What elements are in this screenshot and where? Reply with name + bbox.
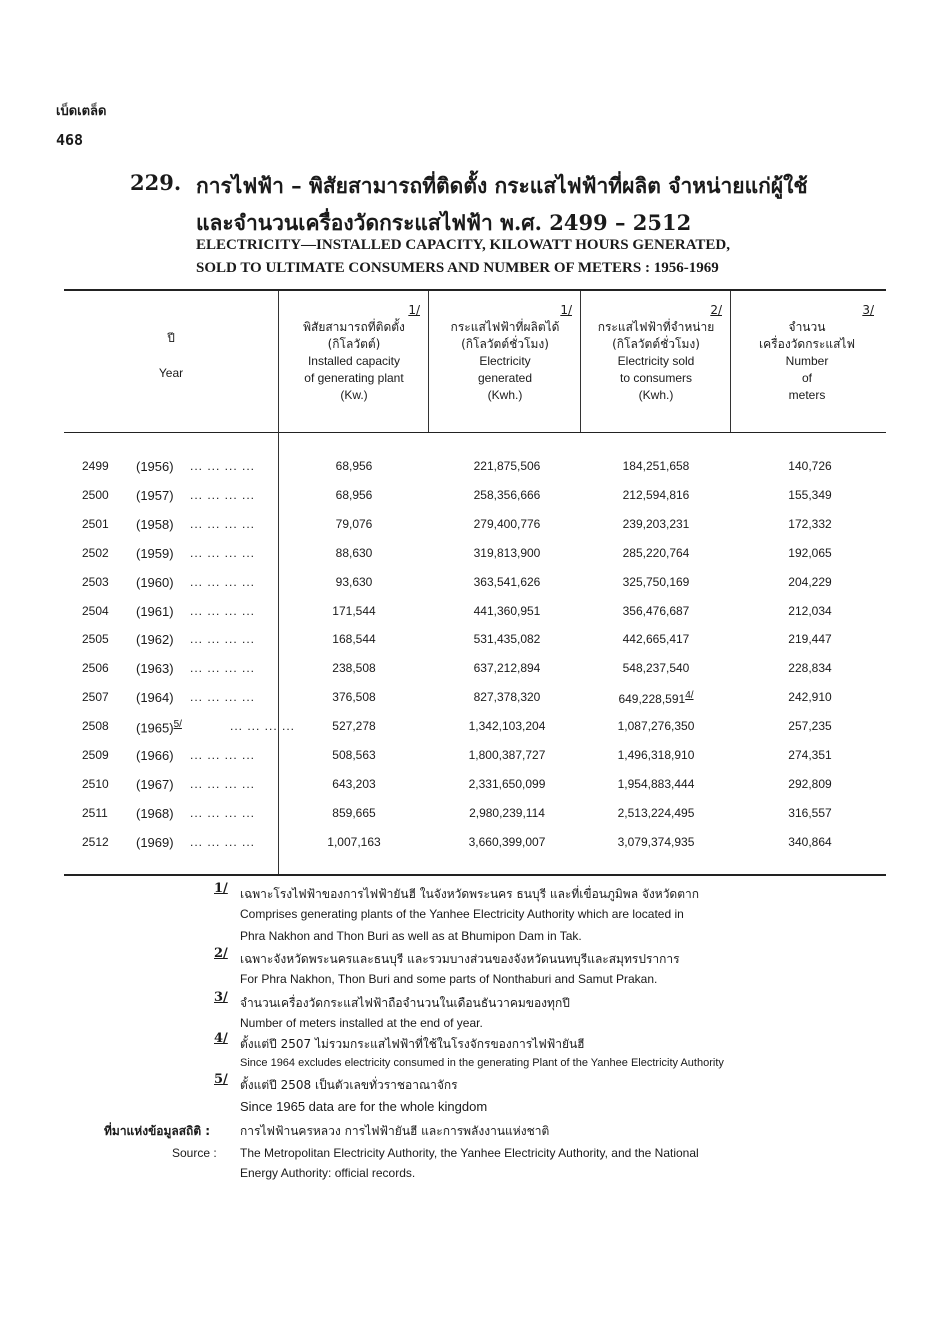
sold-cell: 184,251,658 — [622, 459, 690, 473]
footnote-mark: 4/ — [214, 1031, 228, 1046]
running-title: เบ็ดเตล็ด — [56, 104, 107, 119]
capacity-header-thai: พิสัยสามารถที่ติดตั้ง — [303, 320, 405, 334]
thai-title-line-1: การไฟฟ้า – พิสัยสามารถที่ติดตั้ง กระแสไฟฟ้าที่ผลิต จำหน่ายแก่ผู้ใช้ — [196, 173, 808, 198]
footnote-mark: 5/ — [214, 1072, 228, 1087]
meters-cell: 274,351 — [788, 748, 832, 762]
year-ad-cell: (1962) — [136, 632, 174, 648]
table-bottom-rule — [64, 874, 886, 876]
sold-cell: 548,237,540 — [622, 661, 690, 676]
generated-cell: 363,541,626 — [473, 574, 541, 589]
sold-header-thai: กระแสไฟฟ้าที่จำหน่าย — [597, 320, 715, 334]
capacity-cell: 68,956 — [335, 487, 373, 502]
footnote-mark: 1/ — [408, 303, 420, 317]
meters-cell: 219,447 — [788, 632, 832, 647]
leader-dots: ... ... ... ... — [190, 459, 256, 473]
footnote-1-thai: เฉพาะโรงไฟฟ้าของการไฟฟ้ายันฮี ในจังหวัดพระนคร ธนบุรี และที่เขื่อนภูมิพล จังหวัดตาก — [240, 887, 700, 901]
table-row — [0, 690, 941, 710]
year-be-cell: 2510 — [82, 776, 109, 791]
year-ad-cell — [136, 719, 182, 735]
sold-header-english: Electricity sold — [617, 354, 695, 368]
footnote-4-thai: ตั้งแต่ปี 2507 ไม่รวมกระแสไฟฟ้าที่ใช้ในโรงจักรของการไฟฟ้ายันฮี — [240, 1037, 585, 1051]
capacity-cell: 88,630 — [335, 545, 373, 560]
leader-dots: ... ... ... ... — [190, 690, 256, 705]
generated-cell: 637,212,894 — [473, 661, 541, 676]
year-be-cell: 2507 — [82, 690, 109, 705]
footnote-mark: 5/ — [173, 719, 182, 731]
year-ad-cell: (1963) — [136, 661, 174, 677]
capacity-cell: 79,076 — [335, 516, 373, 531]
sold-cell: 1,954,883,444 — [617, 776, 695, 791]
english-title-line-2: SOLD TO ULTIMATE CONSUMERS AND NUMBER OF METERS : 1956-1969 — [196, 260, 719, 276]
capacity-header-english: of generating plant — [304, 371, 404, 385]
year-be-cell: 2503 — [82, 574, 109, 589]
footnote-mark: 2/ — [710, 303, 722, 317]
year-ad-cell: (1960) — [136, 574, 174, 590]
year-ad-cell: (1958) — [136, 516, 174, 532]
capacity-cell: 168,544 — [332, 632, 376, 647]
year-be-cell: 2512 — [82, 834, 109, 849]
footnote-mark: 2/ — [214, 946, 228, 961]
generated-header-thai-unit: (กิโลวัตต์ชั่วโมง) — [461, 337, 549, 351]
year-be-cell: 2508 — [82, 719, 109, 734]
year-ad-cell: (1968) — [136, 805, 174, 821]
table-row — [0, 488, 941, 508]
table-top-rule — [64, 289, 886, 291]
sold-cell: 442,665,417 — [622, 632, 690, 647]
capacity-cell: 1,007,163 — [327, 834, 381, 849]
meters-header-english: Number — [785, 354, 829, 368]
generated-cell: 2,331,650,099 — [468, 776, 546, 791]
footnote-5-english: Since 1965 data are for the whole kingdom — [240, 1099, 488, 1114]
meters-cell: 172,332 — [788, 516, 832, 531]
sold-cell: 1,087,276,350 — [617, 719, 695, 734]
year-ad-cell: (1961) — [136, 603, 174, 619]
table-row — [0, 459, 941, 479]
footnote-2-thai: เฉพาะจังหวัดพระนครและธนบุรี และรวมบางส่วนของจังหวัดนนทบุรีและสมุทรปราการ — [240, 952, 680, 966]
year-be-cell: 2509 — [82, 748, 109, 762]
footnote-mark: 3/ — [214, 990, 228, 1005]
year-ad-value: (1965) — [136, 720, 174, 736]
capacity-header-thai-unit: (กิโลวัตต์) — [327, 337, 381, 351]
footnote-1-english: Phra Nakhon and Thon Buri as well as at Bhumipon Dam in Tak. — [240, 929, 582, 943]
generated-cell: 531,435,082 — [473, 632, 541, 647]
year-be-cell: 2505 — [82, 632, 109, 647]
source-text-english: The Metropolitan Electricity Authority, the Yanhee Electricity Authority, and the National — [240, 1146, 699, 1160]
year-be-cell: 2500 — [82, 487, 109, 502]
generated-header-english: generated — [477, 371, 533, 385]
table-row — [0, 835, 941, 855]
leader-dots: ... ... ... ... — [190, 834, 256, 849]
sold-header-thai-unit: (กิโลวัตต์ชั่วโมง) — [612, 337, 700, 351]
leader-dots: ... ... ... ... — [190, 805, 256, 820]
footnote-3-thai: จำนวนเครื่องวัดกระแสไฟฟ้าถือจำนวนในเดือนธันวาคมของทุกปี — [240, 996, 570, 1010]
thai-title-line-2: และจำนวนเครื่องวัดกระแสไฟฟ้า พ.ศ. 2499 – 2512 — [196, 210, 692, 235]
footnote-mark: 1/ — [560, 303, 572, 317]
source-label-english: Source : — [172, 1146, 217, 1160]
year-be-cell: 2504 — [82, 603, 109, 618]
generated-cell: 441,360,951 — [473, 603, 541, 618]
leader-dots: ... ... ... ... — [190, 776, 256, 791]
footnote-2-english: For Phra Nakhon, Thon Buri and some parts of Nonthaburi and Samut Prakan. — [240, 972, 658, 986]
capacity-header-english: Installed capacity — [307, 354, 401, 368]
capacity-header-unit: (Kw.) — [340, 388, 368, 402]
meters-cell: 155,349 — [788, 487, 832, 502]
leader-dots: ... ... ... ... — [190, 632, 256, 647]
meters-cell: 204,229 — [788, 574, 832, 589]
meters-cell: 257,235 — [788, 719, 832, 734]
leader-dots: ... ... ... ... — [190, 748, 256, 762]
leader-dots: ... ... ... ... — [190, 574, 256, 589]
capacity-cell: 508,563 — [332, 748, 376, 762]
table-row — [0, 517, 941, 537]
generated-header-unit: (Kwh.) — [487, 388, 523, 402]
meters-cell: 228,834 — [788, 661, 832, 676]
generated-cell: 2,980,239,114 — [469, 805, 545, 820]
capacity-cell: 68,956 — [335, 459, 373, 473]
footnote-mark: 3/ — [862, 303, 874, 317]
year-header-english: Year — [158, 366, 184, 380]
year-be-cell: 2511 — [82, 805, 108, 820]
column-divider — [580, 291, 581, 432]
year-ad-cell: (1957) — [136, 487, 174, 503]
generated-cell: 1,342,103,204 — [468, 719, 546, 734]
leader-dots: ... ... ... ... — [190, 516, 256, 531]
table-row — [0, 546, 941, 566]
footnote-mark: 4/ — [685, 690, 694, 702]
column-divider — [428, 291, 429, 432]
table-row — [0, 661, 941, 681]
table-number: 229. — [130, 170, 182, 195]
table-row — [0, 777, 941, 797]
generated-cell: 279,400,776 — [473, 516, 541, 531]
meters-cell: 292,809 — [788, 776, 832, 791]
year-ad-cell: (1956) — [136, 459, 174, 474]
sold-cell: 239,203,231 — [622, 516, 690, 531]
capacity-column-header — [280, 302, 428, 404]
generated-header-thai: กระแสไฟฟ้าที่ผลิตได้ — [450, 320, 560, 334]
generated-cell: 319,813,900 — [473, 545, 541, 560]
year-ad-cell: (1967) — [136, 776, 174, 792]
meters-column-header — [732, 302, 882, 404]
sold-cell: 2,513,224,495 — [617, 805, 695, 820]
source-text-english: Energy Authority: official records. — [240, 1166, 416, 1180]
meters-cell: 242,910 — [788, 690, 832, 705]
meters-cell: 140,726 — [788, 459, 832, 473]
sold-cell: 212,594,816 — [622, 487, 690, 502]
capacity-cell: 171,544 — [332, 603, 376, 618]
sold-header-english: to consumers — [619, 371, 693, 385]
sold-cell: 325,750,169 — [622, 574, 690, 589]
column-divider — [730, 291, 731, 432]
capacity-cell: 238,508 — [332, 661, 376, 676]
table-row — [0, 719, 941, 739]
year-ad-cell: (1966) — [136, 748, 174, 763]
sold-cell: 356,476,687 — [622, 603, 690, 618]
leader-dots: ... ... ... ... — [190, 487, 256, 502]
meters-header-unit: meters — [788, 388, 826, 402]
sold-cell: 3,079,374,935 — [617, 834, 695, 849]
meters-header-thai: จำนวน — [788, 320, 826, 334]
capacity-cell: 643,203 — [332, 776, 376, 791]
sold-cell: 285,220,764 — [622, 545, 690, 560]
generated-cell: 3,660,399,007 — [468, 834, 546, 849]
year-be-cell: 2499 — [82, 459, 109, 473]
sold-cell: 1,496,318,910 — [617, 748, 695, 762]
generated-column-header — [430, 302, 580, 404]
meters-cell: 212,034 — [788, 603, 832, 618]
meters-header-english: of — [801, 371, 812, 385]
sold-header-unit: (Kwh.) — [638, 388, 674, 402]
leader-dots: ... ... ... ... — [190, 545, 256, 560]
sold-cell — [582, 690, 730, 706]
footnote-3-english: Number of meters installed at the end of year. — [240, 1016, 483, 1030]
header-bottom-rule — [64, 432, 886, 433]
table-row — [0, 748, 941, 768]
meters-header-thai: เครื่องวัดกระแสไฟ — [759, 337, 855, 351]
table-row — [0, 604, 941, 624]
meters-cell: 192,065 — [788, 545, 832, 560]
meters-cell: 316,557 — [788, 805, 832, 820]
leader-dots: ... ... ... ... — [230, 719, 296, 734]
footnote-1-english: Comprises generating plants of the Yanhee Electricity Authority which are located in — [240, 907, 684, 921]
meters-cell: 340,864 — [788, 834, 832, 849]
english-title-line-1: ELECTRICITY—INSTALLED CAPACITY, KILOWATT HOURS GENERATED, — [196, 237, 731, 253]
year-column-header — [64, 330, 278, 382]
capacity-cell: 93,630 — [335, 574, 373, 589]
footnote-4-english: Since 1964 excludes electricity consumed in the generating Plant of the Yanhee Electricity Authority — [240, 1057, 724, 1069]
footnote-mark: 1/ — [214, 881, 228, 896]
generated-header-english: Electricity — [479, 354, 531, 368]
table-row — [0, 632, 941, 652]
generated-cell: 258,356,666 — [473, 487, 541, 502]
year-be-cell: 2506 — [82, 661, 109, 676]
page-number: 468 — [56, 131, 84, 149]
generated-cell: 1,800,387,727 — [468, 748, 546, 762]
generated-cell: 221,875,506 — [473, 459, 541, 473]
capacity-cell: 376,508 — [332, 690, 376, 705]
table-row — [0, 806, 941, 826]
table-row — [0, 575, 941, 595]
source-label-thai: ที่มาแห่งข้อมูลสถิติ : — [104, 1124, 211, 1138]
sold-column-header — [582, 302, 730, 404]
sold-value: 649,228,591 — [618, 692, 686, 707]
year-header-thai: ปี — [167, 331, 175, 345]
leader-dots: ... ... ... ... — [190, 603, 256, 618]
leader-dots: ... ... ... ... — [190, 661, 256, 676]
capacity-cell: 859,665 — [332, 805, 376, 820]
footnote-5-thai: ตั้งแต่ปี 2508 เป็นตัวเลขทั่วราชอาณาจักร — [240, 1078, 458, 1092]
source-text-thai: การไฟฟ้านครหลวง การไฟฟ้ายันฮี และการพลังงานแห่งชาติ — [240, 1124, 550, 1138]
generated-cell: 827,378,320 — [473, 690, 541, 705]
year-ad-cell: (1969) — [136, 834, 174, 850]
year-be-cell: 2501 — [82, 516, 109, 531]
year-be-cell: 2502 — [82, 545, 109, 560]
year-ad-cell: (1964) — [136, 690, 174, 706]
capacity-cell: 527,278 — [332, 719, 376, 734]
year-ad-cell: (1959) — [136, 545, 174, 561]
